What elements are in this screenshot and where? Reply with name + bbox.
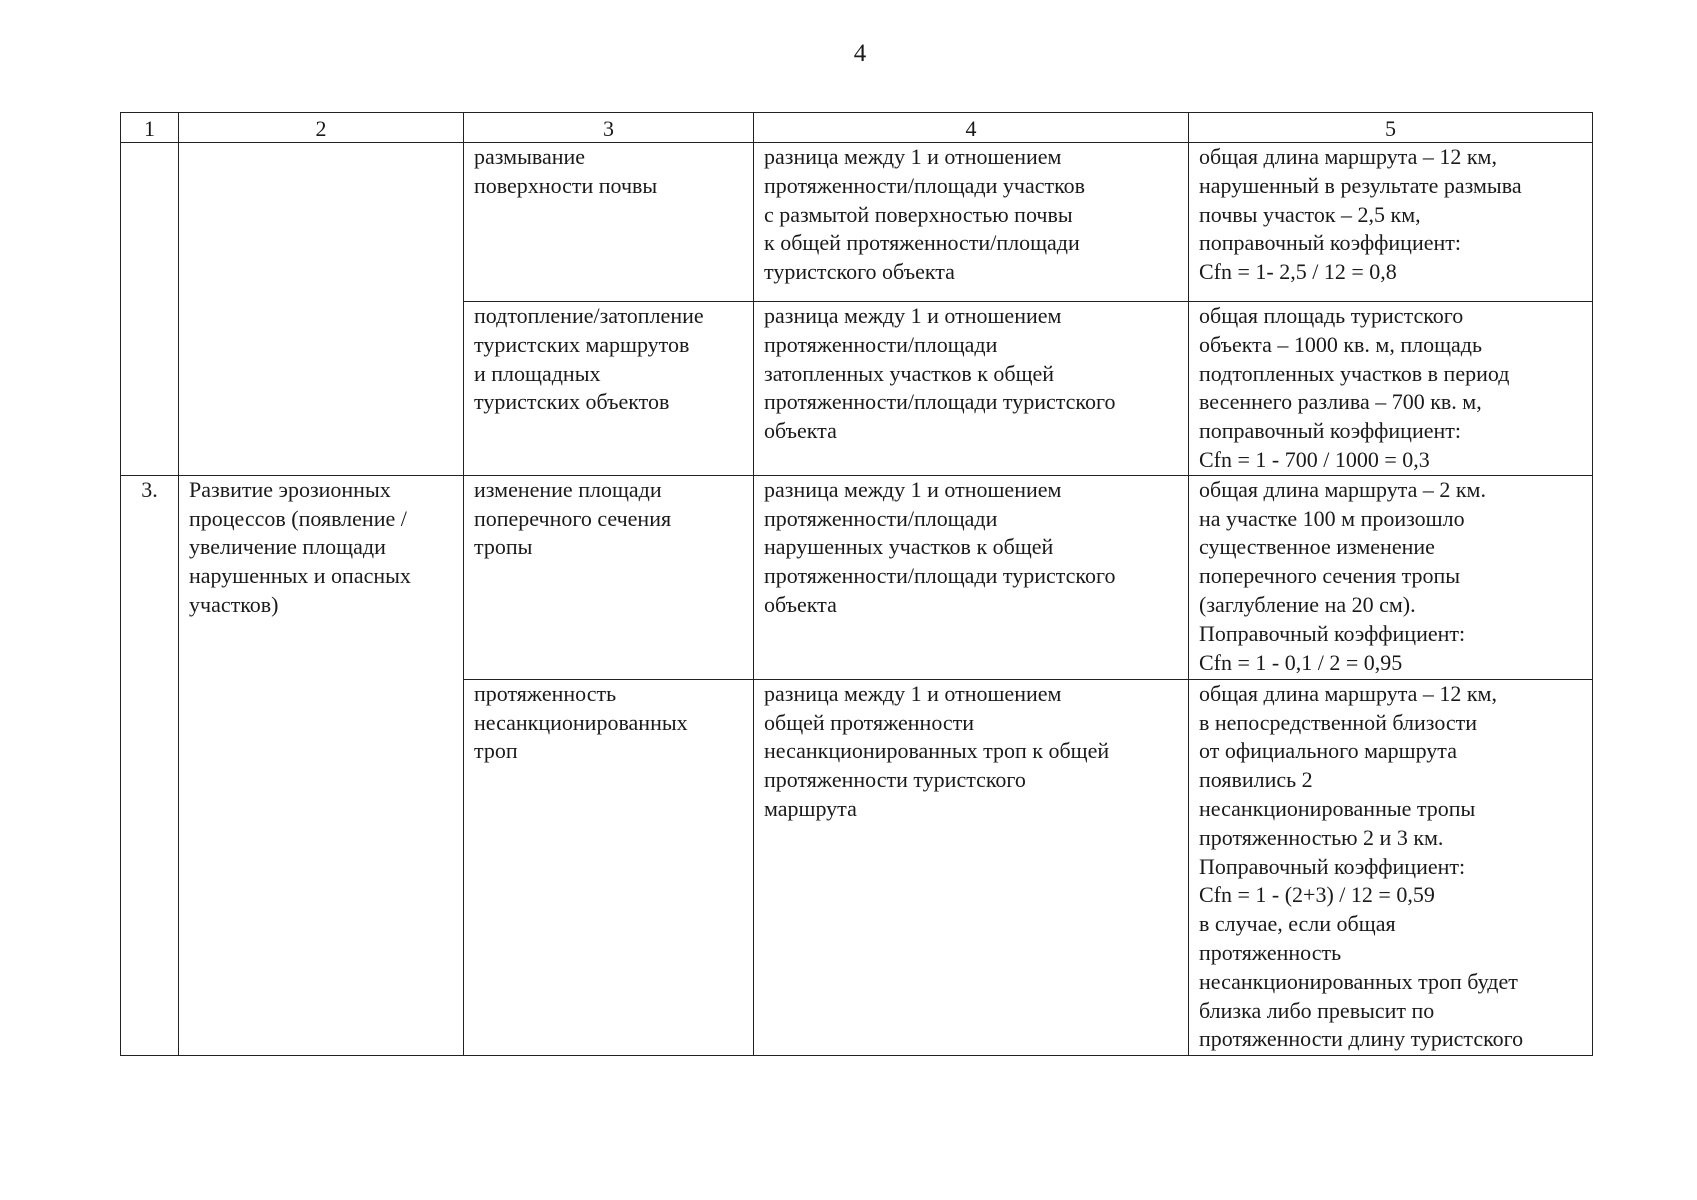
indicator-cell — [464, 143, 754, 302]
indicator-text: несанкционированных — [474, 709, 688, 735]
method-cell — [754, 475, 1189, 679]
example-text: появились 2 — [1199, 767, 1313, 793]
method-text: нарушенных участков к общей — [764, 534, 1054, 560]
method-text: несанкционированных троп к общей — [764, 738, 1110, 764]
example-text: общая площадь туристского — [1199, 303, 1464, 328]
indicator-text: троп — [474, 738, 518, 764]
method-text: туристского объекта — [764, 259, 955, 285]
method-text: маршрута — [764, 795, 857, 821]
example-text: Cfn = 1 - 700 / 1000 = 0,3 — [1199, 446, 1430, 472]
indicator-cell — [464, 302, 754, 476]
method-text: протяженности/площади туристского — [764, 563, 1116, 589]
method-text: затопленных участков к общей — [764, 360, 1055, 386]
method-cell — [754, 143, 1189, 302]
method-text: с размытой поверхностью почвы — [764, 201, 1073, 227]
factor-text: процессов (появление / — [189, 505, 407, 531]
method-text: общей протяженности — [764, 709, 975, 735]
method-text: разница между 1 и отношением — [764, 476, 1062, 502]
method-text: объекта — [764, 591, 837, 617]
method-text: протяженности туристского — [764, 767, 1026, 793]
example-text: несанкционированных троп будет — [1199, 968, 1518, 994]
example-text: подтопленных участков в период — [1199, 360, 1510, 386]
example-text: поправочный коэффициент: — [1199, 230, 1461, 256]
indicator-cell — [464, 679, 754, 1055]
example-text: несанкционированные тропы — [1199, 795, 1476, 821]
method-text: протяженности/площади — [764, 505, 998, 531]
indicator-text: размывание — [474, 144, 586, 169]
indicator-cell — [464, 475, 754, 679]
factor-cell — [179, 143, 464, 476]
example-text: протяженности длину туристского — [1199, 1026, 1524, 1052]
page-number: 4 — [853, 40, 867, 67]
cell-content — [764, 680, 1178, 1055]
cell-content — [474, 680, 743, 1055]
method-text: объекта — [764, 418, 837, 444]
example-text: (заглубление на 20 см). — [1199, 591, 1416, 617]
indicator-text: туристских маршрутов — [474, 331, 690, 357]
table-row — [121, 475, 1593, 679]
example-text: Поправочный коэффициент: — [1199, 620, 1466, 646]
example-text: нарушенный в результате размыва — [1199, 172, 1522, 198]
table-row — [121, 143, 1593, 302]
column-header: 3 — [464, 113, 754, 143]
table-header-row — [121, 113, 1593, 143]
indicator-text: поверхности почвы — [474, 172, 658, 198]
example-text: Cfn = 1 - 0,1 / 2 = 0,95 — [1199, 649, 1403, 675]
factor-text: нарушенных и опасных — [189, 563, 411, 589]
example-text: весеннего разлива – 700 кв. м, — [1199, 389, 1482, 415]
example-text: Cfn = 1- 2,5 / 12 = 0,8 — [1199, 259, 1397, 285]
column-header: 1 — [121, 113, 179, 143]
row-number-cell — [121, 143, 179, 476]
example-text: от официального маршрута — [1199, 738, 1457, 764]
example-text: поперечного сечения тропы — [1199, 563, 1461, 589]
method-text: протяженности/площади — [764, 331, 998, 357]
indicator-text: протяженность — [474, 680, 617, 706]
method-text: протяженности/площади участков — [764, 172, 1086, 198]
cell-content — [1199, 680, 1582, 1055]
example-cell — [1189, 143, 1593, 302]
example-text: на участке 100 м произошло — [1199, 505, 1465, 531]
example-text: почвы участок – 2,5 км, — [1199, 201, 1421, 227]
example-text: в непосредственной близости — [1199, 709, 1478, 735]
indicator-text: подтопление/затопление — [474, 303, 704, 328]
criteria-table — [120, 112, 1593, 1056]
example-text: общая длина маршрута – 12 км, — [1199, 144, 1497, 169]
factor-text: участков) — [189, 591, 279, 617]
example-text: протяженностью 2 и 3 км. — [1199, 824, 1444, 850]
indicator-text: тропы — [474, 534, 533, 560]
example-text: Cfn = 1 - (2+3) / 12 = 0,59 — [1199, 882, 1435, 908]
example-text: близка либо превысит по — [1199, 997, 1435, 1023]
method-text: разница между 1 и отношением — [764, 680, 1062, 706]
method-text: к общей протяженности/площади — [764, 230, 1080, 256]
method-text: разница между 1 и отношением — [764, 303, 1062, 328]
example-text: в случае, если общая — [1199, 911, 1396, 937]
example-text: протяженность — [1199, 939, 1342, 965]
factor-text: увеличение площади — [189, 534, 386, 560]
example-cell — [1189, 475, 1593, 679]
example-text: общая длина маршрута – 12 км, — [1199, 680, 1497, 706]
example-cell — [1189, 302, 1593, 476]
method-cell — [754, 302, 1189, 476]
column-header: 2 — [179, 113, 464, 143]
method-cell — [754, 679, 1189, 1055]
factor-text: Развитие эрозионных — [189, 476, 391, 502]
factor-cell — [179, 475, 464, 1055]
example-text: Поправочный коэффициент: — [1199, 853, 1466, 879]
column-header: 5 — [1189, 113, 1593, 143]
method-text: протяженности/площади туристского — [764, 389, 1116, 415]
indicator-text: туристских объектов — [474, 389, 670, 415]
row-number-cell: 3. — [121, 475, 179, 1055]
example-text: существенное изменение — [1199, 534, 1435, 560]
method-text: разница между 1 и отношением — [764, 144, 1062, 169]
example-text: поправочный коэффициент: — [1199, 418, 1461, 444]
indicator-text: изменение площади — [474, 476, 662, 502]
indicator-text: поперечного сечения — [474, 505, 672, 531]
example-text: общая длина маршрута – 2 км. — [1199, 476, 1486, 502]
example-text: объекта – 1000 кв. м, площадь — [1199, 331, 1483, 357]
example-cell — [1189, 679, 1593, 1055]
column-header: 4 — [754, 113, 1189, 143]
indicator-text: и площадных — [474, 360, 601, 386]
